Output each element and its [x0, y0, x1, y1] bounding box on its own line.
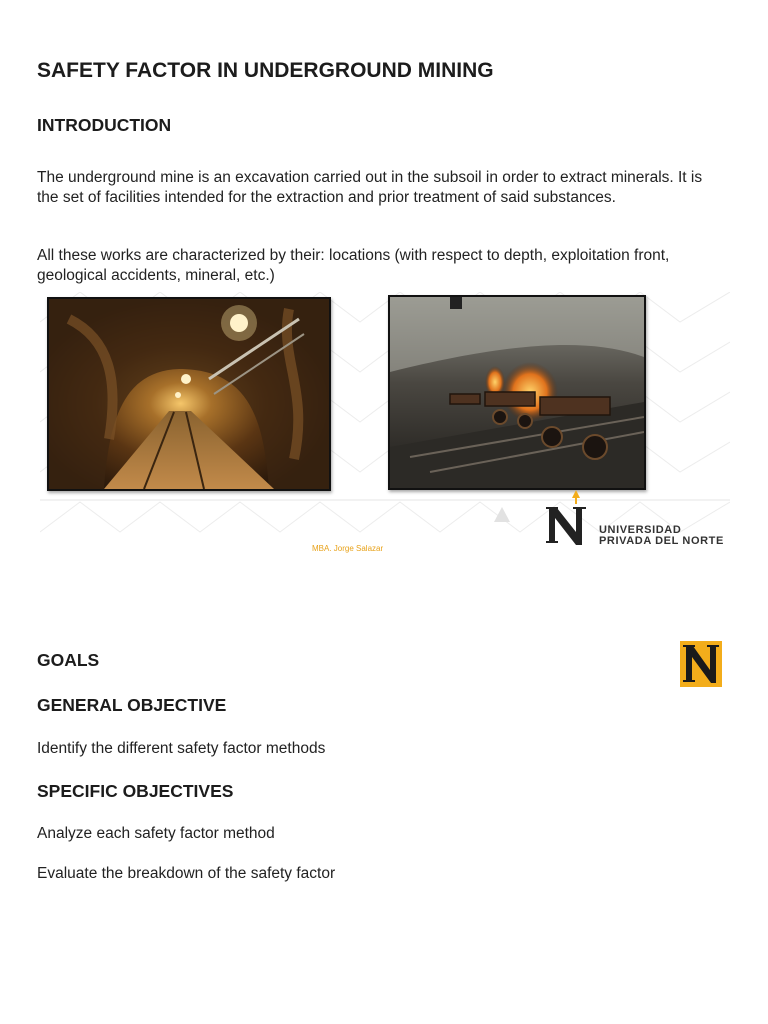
general-objective-heading: GENERAL OBJECTIVE — [37, 695, 227, 715]
introduction-heading: INTRODUCTION — [37, 115, 172, 135]
slide-author-caption: MBA. Jorge Salazar — [312, 544, 384, 553]
specific-objectives-heading: SPECIFIC OBJECTIVES — [37, 781, 234, 801]
mine-tunnel-photo — [47, 297, 331, 491]
university-name — [599, 525, 724, 547]
university-name-line-2: PRIVADA DEL NORTE — [599, 535, 724, 547]
university-badge-icon — [680, 641, 722, 687]
page-title: SAFETY FACTOR IN UNDERGROUND MINING — [37, 59, 494, 82]
general-objective-text: Identify the different safety factor methods — [37, 740, 326, 757]
goals-heading: GOALS — [37, 650, 100, 670]
introduction-paragraph-1: The underground mine is an excavation carried out in the subsoil in order to extract minerals. It is the set of facilities intended for the extraction and prior treatment of said substances. — [37, 169, 703, 206]
university-logo-icon — [546, 490, 592, 546]
mine-carts-photo — [388, 295, 646, 490]
specific-objective-item: Evaluate the breakdown of the safety factor — [37, 865, 336, 882]
university-name-line-1: UNIVERSIDAD — [599, 524, 682, 536]
introduction-paragraph-2: All these works are characterized by their: locations (with respect to depth, exploitation front, geological accidents, mineral, etc.) — [37, 247, 670, 284]
specific-objective-item: Analyze each safety factor method — [37, 825, 275, 842]
